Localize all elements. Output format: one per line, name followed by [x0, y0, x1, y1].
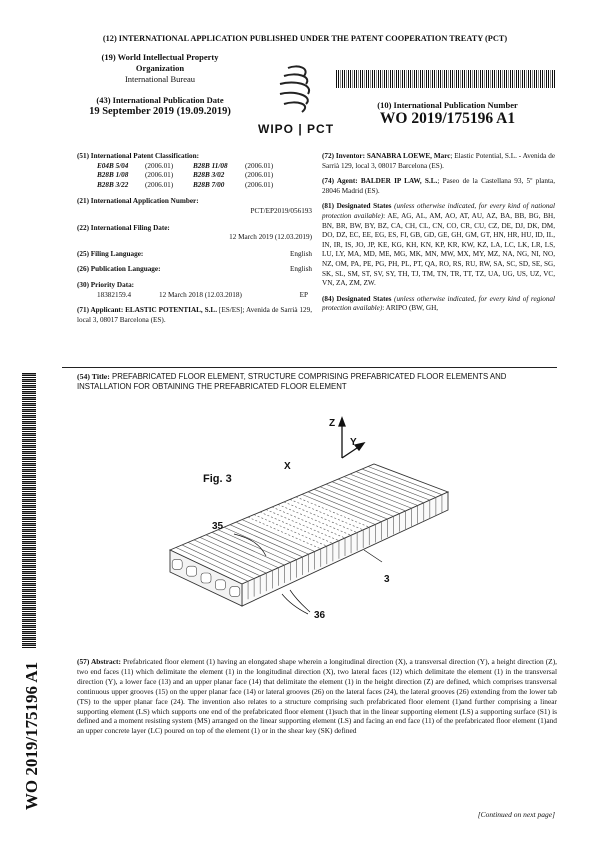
- pub-number-value: WO 2019/175196 A1: [379, 110, 516, 127]
- ipc-label: (51) International Patent Classification:: [77, 152, 199, 160]
- org-line-2: Organization: [135, 63, 185, 73]
- filing-date-value: 12 March 2019 (12.03.2019): [229, 233, 312, 242]
- priority-row: 18382159.4 12 March 2018 (12.03.2018) EP: [97, 290, 308, 299]
- axis-x-label: X: [284, 461, 291, 472]
- organization-block: [60, 52, 260, 85]
- pct-header-line: (12) INTERNATIONAL APPLICATION PUBLISHED UNDER THE PATENT COOPERATION TREATY (PCT): [102, 34, 508, 43]
- org-line-3: International Bureau: [124, 74, 196, 84]
- side-barcode: [22, 372, 36, 648]
- app-number-value: PCT/EP2019/056193: [250, 206, 312, 215]
- filing-language-row: (25) Filing Language: English: [77, 249, 312, 258]
- filing-date-label: (22) International Filing Date:: [77, 223, 170, 232]
- hollow-core: [230, 587, 240, 597]
- axis-z-label: Z: [329, 418, 336, 429]
- ref-36: 36: [314, 610, 326, 621]
- abstract: (57) Abstract: Prefabricated floor element (1) having an elongated shape wherein a longitudinal direction (X), a transversal direction (Y), a height direction (Z), two end faces (11) which delimitate the element (1) in the longitudinal direction (X), two lateral faces (12) which delimitate the element (1) in the transversal direction (Y), a lower face (13) and an upper planar face (14) that delimitate the element (1) in the height direction (Z) are defined, which comprises transversal continuous upper grooves (15) on the upper planar face (14) or lateral grooves (26) on the lateral faces (24), the lateral grooves (26) extending from the lower tab (TS) to the upper planar face (24). The invention also relates to a structure comprising such prefabricated floor element (1)and further comprising a linear supporting element (LS) which supports one end of the prefabricated floor element (1)such that in the linear supporting element (LS) a supporting surface (S1) is defined and a moment resisting system (MS) arranged on the linear supporting element (LS) and facing an end face (11) of the prefabricated floor element (1)and an upper concrete layer (LC) poured on top of the element (1) or in the shear key (SK) defined: [77, 657, 557, 736]
- left-column: [77, 152, 312, 325]
- hollow-core: [215, 580, 225, 590]
- ipc-row: E04B 5/04 (2006.01) B28B 11/08 (2006.01): [97, 161, 274, 170]
- agent: (74) Agent: BALDER IP LAW, S.L.; Paseo de la Castellana 93, 5º planta, 28046 Madrid (ES).: [322, 177, 556, 195]
- pub-date-value: 19 September 2019 (19.09.2019): [89, 106, 231, 117]
- designated-states-84: (84) Designated States (unless otherwise indicated, for every kind of regional protection available): ARIPO (BW, GH,: [322, 294, 556, 313]
- continued-note: [Continued on next page]: [477, 810, 555, 819]
- hollow-core: [187, 566, 197, 576]
- hollow-core: [172, 559, 182, 569]
- ipc-row: B28B 3/22 (2006.01) B28B 7/00 (2006.01): [97, 180, 274, 189]
- ipc-row: B28B 1/08 (2006.01) B28B 3/02 (2006.01): [97, 171, 274, 180]
- applicant: (71) Applicant: ELASTIC POTENTIAL, S.L. [ES/ES]; Avenida de Sarrià 129, local 3, 08017 Barcelona (ES).: [77, 306, 313, 324]
- hollow-core: [201, 573, 211, 583]
- side-publication-number: WO 2019/175196 A1: [22, 661, 41, 811]
- right-column: [322, 152, 555, 314]
- top-barcode: [336, 70, 556, 88]
- inventor: (72) Inventor: SANABRA LOEWE, Marc; Elastic Potential, S.L. - Avenida de Sarrià 129, local 3, 08017 Barcelona (ES).: [322, 152, 556, 170]
- ref-35: 35: [212, 521, 224, 532]
- wipo-text: WIPO | PCT: [258, 122, 335, 136]
- app-number-label: (21) International Application Number:: [77, 197, 199, 206]
- designated-states-81: (81) Designated States (unless otherwise indicated, for every kind of national protection available): AE, AG, AL, AM, AO, AT, AU, AZ, BA, BB, BG, BH, BN, BR, BW, BY, BZ, CA, CH, CL, CN, CO, CR, CU, CZ, DE, DJ, DK, DM, DO, DZ, EC, EE, EG, ES, FI, GB, GD, GE, GH, GM, GT, HN, HR, HU, ID, IL, IN, IR, IS, JO, JP, KE, KG, KH, KN, KP, KR, KW, KZ, LA, LC, LK, LR, LS, LU, LY, MA, MD, ME, MG, MK, MN, MW, MX, MY, MZ, NA, NG, NI, NO, NZ, OM, PA, PE, PG, PH, PL, PT, QA, RO, RS, RU, RW, SA, SC, SD, SE, SG, SK, SL, SM, ST, SV, SY, TH, TJ, TM, TN, TR, TT, TZ, UA, UG, US, UZ, VC, VN, ZA, ZM, ZW.: [322, 202, 556, 288]
- title-block: (54) Title: PREFABRICATED FLOOR ELEMENT, STRUCTURE COMPRISING PREFABRICATED FLOOR ELEMENTS AND INSTALLATION FOR OBTAINING THE PREFABRICATED FLOOR ELEMENT: [77, 372, 507, 391]
- title-rule: [62, 367, 557, 368]
- ref-3: 3: [384, 574, 390, 585]
- priority-label: (30) Priority Data:: [77, 280, 135, 289]
- axis-y-label: Y: [350, 437, 357, 448]
- pub-date-label: (43) International Publication Date: [96, 95, 224, 105]
- floor-element-drawing: [150, 410, 470, 640]
- org-line-1: (19) World Intellectual Property: [101, 52, 219, 62]
- pub-number-label: (10) International Publication Number: [377, 100, 518, 110]
- figure-label: Fig. 3: [203, 473, 232, 485]
- figure-3: [150, 410, 470, 640]
- publication-language-row: (26) Publication Language: English: [77, 265, 312, 274]
